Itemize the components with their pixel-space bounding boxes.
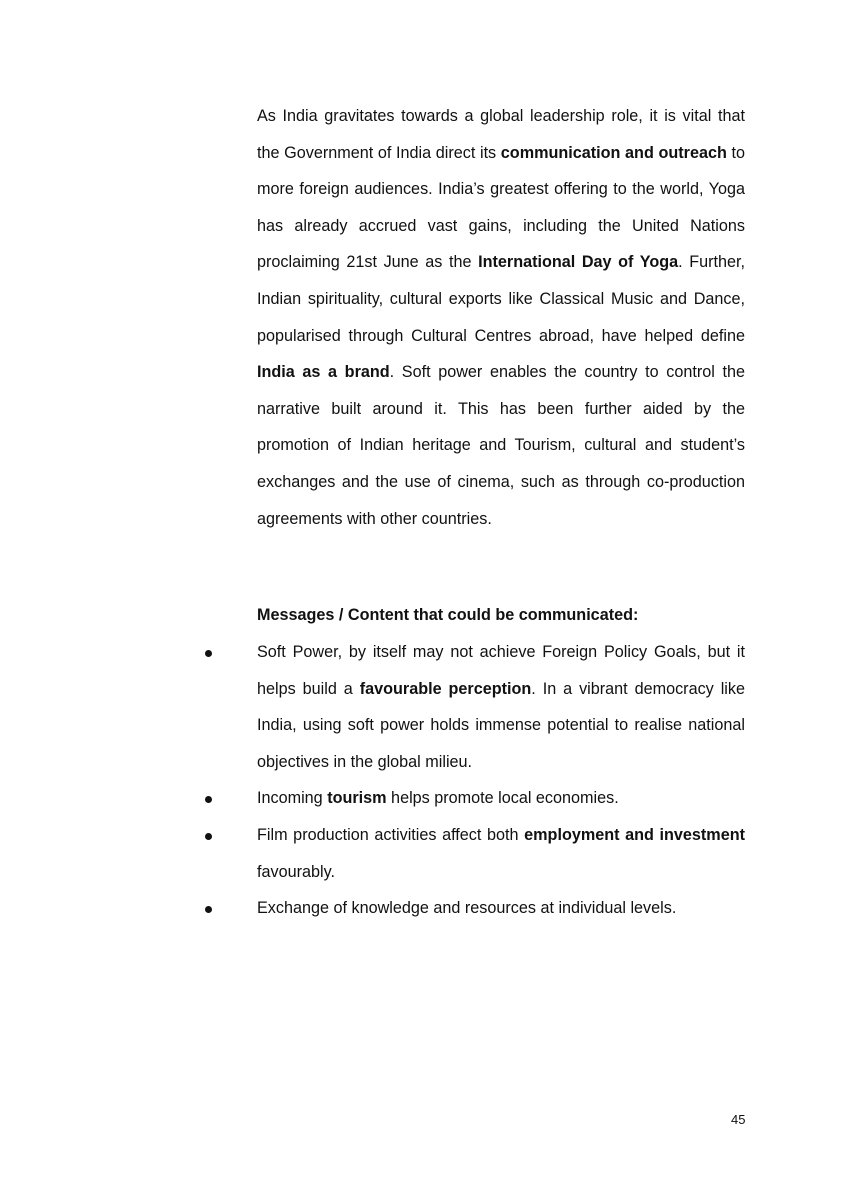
text-span: Incoming	[257, 789, 328, 808]
bold-text: International Day of Yoga	[478, 253, 679, 272]
text-span: As India gravitates towards a global leadership role, it is vital that the Government of India direct its	[257, 107, 745, 162]
body-paragraph	[257, 98, 745, 537]
bold-text: communication and outreach	[500, 143, 727, 162]
text-span: . In a vibrant democracy like India, using soft power holds immense potential to realise national objectives in the global milieu.	[257, 679, 745, 771]
bullet-icon	[205, 796, 212, 803]
text-span: helps promote local economies.	[386, 789, 619, 808]
text-span: favourably.	[257, 862, 335, 881]
list-item	[200, 890, 745, 927]
bullet-icon	[205, 906, 212, 913]
section-heading: Messages / Content that could be communicated:	[257, 606, 639, 624]
list-item-text	[257, 643, 745, 771]
list-item	[200, 817, 745, 890]
text-span: Soft Power, by itself may not achieve Foreign Policy Goals, but it helps build a	[257, 643, 745, 698]
text-span: Film production activities affect both	[257, 825, 525, 844]
bullet-icon	[205, 833, 212, 840]
list-item	[200, 780, 745, 817]
bullet-list	[200, 634, 745, 927]
bold-text: employment and investment	[524, 825, 745, 844]
text-span: . Soft power enables the country to control the narrative built around it. This has been further aided by the promotion of Indian heritage and Tourism, cultural and student’s exchanges and the use of cinema, such as through co-production agreements with other countries.	[257, 363, 745, 528]
page-number: 45	[731, 1112, 746, 1127]
list-item-text	[257, 826, 745, 881]
list-item-text	[257, 899, 676, 917]
text-span: Exchange of knowledge and resources at individual levels.	[257, 899, 677, 918]
bold-text: tourism	[327, 789, 387, 808]
bold-text: India as a brand	[257, 363, 390, 382]
text-span: to more foreign audiences. India’s greatest offering to the world, Yoga has already accrued vast gains, including the United Nations proclaiming 21st June as the	[257, 143, 745, 272]
text-span: . Further, Indian spirituality, cultural exports like Classical Music and Dance, popularised through Cultural Centres abroad, have helped define	[257, 253, 746, 345]
bullet-icon	[205, 650, 212, 657]
list-item-text	[257, 789, 619, 807]
list-item	[200, 634, 745, 780]
bold-text: favourable perception	[359, 679, 532, 698]
